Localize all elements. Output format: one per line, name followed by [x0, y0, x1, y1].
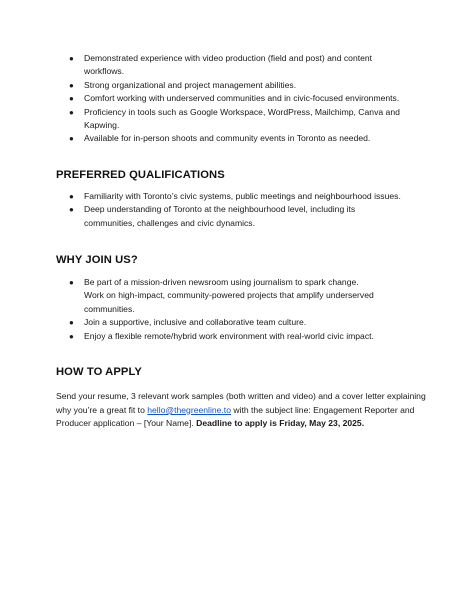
bullet-icon: ● [69, 318, 74, 328]
list-item: ● Available for in-person shoots and community events in Toronto as needed. [56, 132, 426, 145]
preferred-qualifications-list [56, 190, 426, 230]
email-link[interactable]: hello@thegreenline.to [147, 404, 231, 415]
list-item: ● Enjoy a flexible remote/hybrid work environment with real-world civic impact. [56, 330, 426, 343]
bullet-icon: ● [69, 80, 74, 90]
bullet-icon: ● [69, 94, 74, 104]
list-item: ● Be part of a mission-driven newsroom using journalism to spark change. Work on high-impact, community-powered projects that amplify underserved communities. [69, 277, 374, 314]
list-item: ● Comfort working with underserved communities and in civic-focused environments. [56, 92, 426, 105]
bullet-icon: ● [69, 134, 74, 144]
list-item: ● Deep understanding of Toronto at the neighbourhood level, including its communities, challenges and civic dynamics. [69, 204, 356, 228]
list-item: ● Join a supportive, inclusive and collaborative team culture. [56, 316, 426, 329]
list-item: ● Proficiency in tools such as Google Workspace, WordPress, Mailchimp, Canva and Kapwing. [69, 106, 400, 131]
bullet-icon: ● [69, 54, 74, 63]
why-join-us-list [56, 276, 426, 343]
bullet-icon: ● [69, 107, 74, 117]
bullet-icon: ● [69, 191, 74, 201]
deadline-text: Deadline to apply is Friday, May 23, 2025. [196, 418, 365, 429]
how-to-apply-paragraph: Send your resume, 3 relevant work samples (both written and video) and a cover letter explaining why you’re a great fit to hello@thegreenline.to with the subject line: Engagement Reporter and Producer application – [Your Name]. Deadline to apply is Friday, May 23, 2025. [56, 391, 426, 429]
bullet-icon: ● [69, 331, 74, 341]
requirements-list [56, 52, 426, 146]
list-item: ● Demonstrated experience with video production (field and post) and content workflows. [69, 53, 373, 77]
preferred-qualifications-heading: PREFERRED QUALIFICATIONS [56, 168, 225, 181]
list-item: ● Strong organizational and project management abilities. [56, 79, 426, 92]
bullet-icon: ● [69, 278, 74, 288]
why-join-us-heading: WHY JOIN US? [56, 254, 138, 267]
list-item: ● Familiarity with Toronto’s civic systems, public meetings and neighbourhood issues. [56, 190, 426, 203]
how-to-apply-heading: HOW TO APPLY [56, 366, 142, 379]
bullet-icon: ● [69, 205, 74, 215]
